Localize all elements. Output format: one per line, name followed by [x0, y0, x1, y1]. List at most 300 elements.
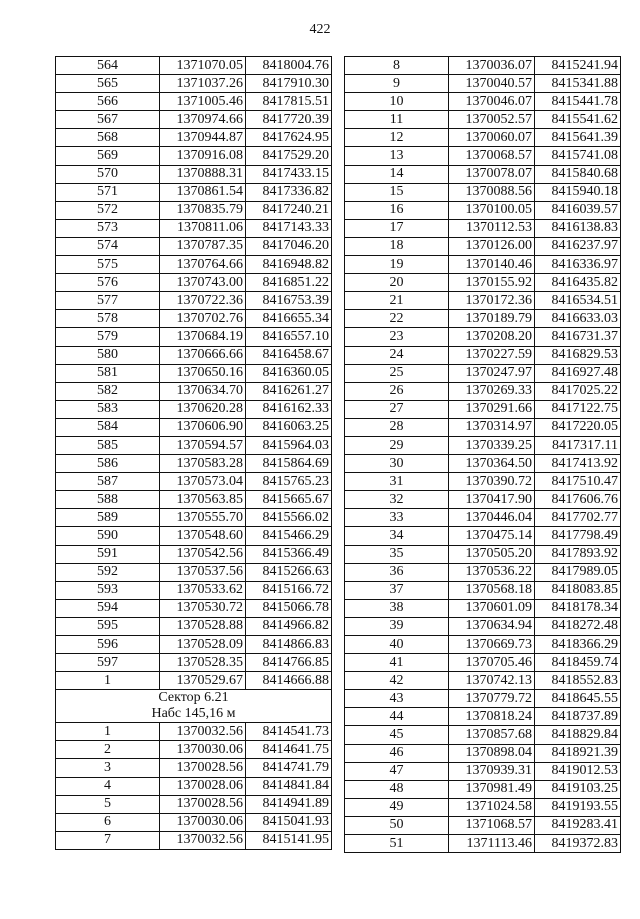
- table-row: [56, 436, 332, 454]
- table-row: [56, 741, 332, 759]
- table-row: [345, 762, 621, 780]
- x-coordinate-cell: 1370068.57: [449, 147, 535, 165]
- y-coordinate-cell: 8416162.33: [246, 400, 332, 418]
- table-row: [56, 636, 332, 654]
- table-row: [56, 400, 332, 418]
- x-coordinate-cell: 1370100.05: [449, 201, 535, 219]
- sector-row: [56, 690, 332, 723]
- y-coordinate-cell: 8417433.15: [246, 165, 332, 183]
- x-coordinate-cell: 1371005.46: [160, 93, 246, 111]
- point-number-cell: 1: [56, 723, 160, 741]
- table-row: [56, 563, 332, 581]
- table-row: [345, 328, 621, 346]
- table-row: [345, 147, 621, 165]
- x-coordinate-cell: 1370032.56: [160, 831, 246, 849]
- point-number-cell: 19: [345, 256, 449, 274]
- table-row: [345, 436, 621, 454]
- x-coordinate-cell: 1370155.92: [449, 274, 535, 292]
- x-coordinate-cell: 1370981.49: [449, 780, 535, 798]
- y-coordinate-cell: 8416138.83: [535, 219, 621, 237]
- x-coordinate-cell: 1370189.79: [449, 310, 535, 328]
- y-coordinate-cell: 8414641.75: [246, 741, 332, 759]
- x-coordinate-cell: 1370046.07: [449, 93, 535, 111]
- y-coordinate-cell: 8415041.93: [246, 813, 332, 831]
- y-coordinate-cell: 8415964.03: [246, 436, 332, 454]
- y-coordinate-cell: 8415366.49: [246, 545, 332, 563]
- table-row: [56, 599, 332, 617]
- table-row: [345, 780, 621, 798]
- table-row: [56, 274, 332, 292]
- table-row: [345, 816, 621, 834]
- y-coordinate-cell: 8415266.63: [246, 563, 332, 581]
- point-number-cell: 597: [56, 654, 160, 672]
- x-coordinate-cell: 1370533.62: [160, 581, 246, 599]
- y-coordinate-cell: 8418737.89: [535, 708, 621, 726]
- table-row: [56, 93, 332, 111]
- x-coordinate-cell: 1371037.26: [160, 75, 246, 93]
- coordinates-table-right: [344, 56, 621, 853]
- y-coordinate-cell: 8415840.68: [535, 165, 621, 183]
- y-coordinate-cell: 8415466.29: [246, 527, 332, 545]
- point-number-cell: 592: [56, 563, 160, 581]
- x-coordinate-cell: 1370227.59: [449, 346, 535, 364]
- x-coordinate-cell: 1370530.72: [160, 599, 246, 617]
- y-coordinate-cell: 8417122.75: [535, 400, 621, 418]
- table-row: [345, 708, 621, 726]
- x-coordinate-cell: 1370052.57: [449, 111, 535, 129]
- point-number-cell: 584: [56, 418, 160, 436]
- x-coordinate-cell: 1370650.16: [160, 364, 246, 382]
- x-coordinate-cell: 1370078.07: [449, 165, 535, 183]
- x-coordinate-cell: 1370208.20: [449, 328, 535, 346]
- x-coordinate-cell: 1370684.19: [160, 328, 246, 346]
- x-coordinate-cell: 1370818.24: [449, 708, 535, 726]
- table-row: [345, 798, 621, 816]
- y-coordinate-cell: 8416557.10: [246, 328, 332, 346]
- y-coordinate-cell: 8415066.78: [246, 599, 332, 617]
- point-number-cell: 18: [345, 237, 449, 255]
- point-number-cell: 23: [345, 328, 449, 346]
- point-number-cell: 11: [345, 111, 449, 129]
- x-coordinate-cell: 1370634.94: [449, 617, 535, 635]
- point-number-cell: 580: [56, 346, 160, 364]
- point-number-cell: 37: [345, 581, 449, 599]
- x-coordinate-cell: 1371068.57: [449, 816, 535, 834]
- x-coordinate-cell: 1370620.28: [160, 400, 246, 418]
- table-row: [345, 617, 621, 635]
- point-number-cell: 574: [56, 237, 160, 255]
- y-coordinate-cell: 8418921.39: [535, 744, 621, 762]
- x-coordinate-cell: 1370548.60: [160, 527, 246, 545]
- x-coordinate-cell: 1370583.28: [160, 455, 246, 473]
- x-coordinate-cell: 1370112.53: [449, 219, 535, 237]
- point-number-cell: 20: [345, 274, 449, 292]
- y-coordinate-cell: 8415641.39: [535, 129, 621, 147]
- y-coordinate-cell: 8417413.92: [535, 455, 621, 473]
- point-number-cell: 43: [345, 690, 449, 708]
- point-number-cell: 9: [345, 75, 449, 93]
- table-row: [345, 563, 621, 581]
- y-coordinate-cell: 8418552.83: [535, 672, 621, 690]
- table-row: [345, 75, 621, 93]
- table-row: [345, 654, 621, 672]
- y-coordinate-cell: 8416851.22: [246, 274, 332, 292]
- table-row: [56, 795, 332, 813]
- point-number-cell: 3: [56, 759, 160, 777]
- point-number-cell: 44: [345, 708, 449, 726]
- x-coordinate-cell: 1370601.09: [449, 599, 535, 617]
- x-coordinate-cell: 1370939.31: [449, 762, 535, 780]
- x-coordinate-cell: 1370944.87: [160, 129, 246, 147]
- y-coordinate-cell: 8416927.48: [535, 364, 621, 382]
- point-number-cell: 594: [56, 599, 160, 617]
- y-coordinate-cell: 8415141.95: [246, 831, 332, 849]
- point-number-cell: 49: [345, 798, 449, 816]
- point-number-cell: 46: [345, 744, 449, 762]
- x-coordinate-cell: 1370528.09: [160, 636, 246, 654]
- point-number-cell: 36: [345, 563, 449, 581]
- y-coordinate-cell: 8415541.62: [535, 111, 621, 129]
- y-coordinate-cell: 8416534.51: [535, 292, 621, 310]
- y-coordinate-cell: 8416633.03: [535, 310, 621, 328]
- x-coordinate-cell: 1370857.68: [449, 726, 535, 744]
- x-coordinate-cell: 1370743.00: [160, 274, 246, 292]
- y-coordinate-cell: 8416360.05: [246, 364, 332, 382]
- y-coordinate-cell: 8415940.18: [535, 183, 621, 201]
- table-row: [345, 346, 621, 364]
- y-coordinate-cell: 8417702.77: [535, 509, 621, 527]
- y-coordinate-cell: 8417336.82: [246, 183, 332, 201]
- y-coordinate-cell: 8415166.72: [246, 581, 332, 599]
- x-coordinate-cell: 1370088.56: [449, 183, 535, 201]
- x-coordinate-cell: 1370916.08: [160, 147, 246, 165]
- table-row: [345, 219, 621, 237]
- point-number-cell: 16: [345, 201, 449, 219]
- point-number-cell: 6: [56, 813, 160, 831]
- y-coordinate-cell: 8415441.78: [535, 93, 621, 111]
- x-coordinate-cell: 1370888.31: [160, 165, 246, 183]
- table-row: [345, 237, 621, 255]
- x-coordinate-cell: 1370028.06: [160, 777, 246, 795]
- point-number-cell: 581: [56, 364, 160, 382]
- point-number-cell: 30: [345, 455, 449, 473]
- page-number: 422: [309, 22, 331, 37]
- table-row: [345, 382, 621, 400]
- x-coordinate-cell: 1370702.76: [160, 310, 246, 328]
- y-coordinate-cell: 8416435.82: [535, 274, 621, 292]
- point-number-cell: 1: [56, 672, 160, 690]
- point-number-cell: 572: [56, 201, 160, 219]
- x-coordinate-cell: 1370172.36: [449, 292, 535, 310]
- table-row: [345, 599, 621, 617]
- table-row: [56, 581, 332, 599]
- point-number-cell: 589: [56, 509, 160, 527]
- x-coordinate-cell: 1370722.36: [160, 292, 246, 310]
- sector-header: [56, 690, 332, 723]
- point-number-cell: 565: [56, 75, 160, 93]
- y-coordinate-cell: 8416458.67: [246, 346, 332, 364]
- point-number-cell: 593: [56, 581, 160, 599]
- y-coordinate-cell: 8416039.57: [535, 201, 621, 219]
- table-row: [345, 491, 621, 509]
- table-row: [345, 509, 621, 527]
- y-coordinate-cell: 8418004.76: [246, 57, 332, 75]
- point-number-cell: 591: [56, 545, 160, 563]
- table-row: [345, 726, 621, 744]
- point-number-cell: 21: [345, 292, 449, 310]
- y-coordinate-cell: 8415665.67: [246, 491, 332, 509]
- table-row: [56, 165, 332, 183]
- table-row: [345, 744, 621, 762]
- sector-name: Сектор 6.21: [158, 690, 229, 706]
- table-row: [56, 147, 332, 165]
- point-number-cell: 26: [345, 382, 449, 400]
- x-coordinate-cell: 1370417.90: [449, 491, 535, 509]
- x-coordinate-cell: 1370536.22: [449, 563, 535, 581]
- point-number-cell: 587: [56, 473, 160, 491]
- y-coordinate-cell: 8418459.74: [535, 654, 621, 672]
- point-number-cell: 42: [345, 672, 449, 690]
- table-row: [56, 57, 332, 75]
- table-row: [56, 292, 332, 310]
- point-number-cell: 25: [345, 364, 449, 382]
- table-row: [56, 723, 332, 741]
- y-coordinate-cell: 8419012.53: [535, 762, 621, 780]
- table-row: [345, 57, 621, 75]
- point-number-cell: 586: [56, 455, 160, 473]
- x-coordinate-cell: 1370528.35: [160, 654, 246, 672]
- point-number-cell: 576: [56, 274, 160, 292]
- table-row: [345, 183, 621, 201]
- table-row: [56, 617, 332, 635]
- point-number-cell: 573: [56, 219, 160, 237]
- x-coordinate-cell: 1370811.06: [160, 219, 246, 237]
- y-coordinate-cell: 8416731.37: [535, 328, 621, 346]
- y-coordinate-cell: 8417529.20: [246, 147, 332, 165]
- y-coordinate-cell: 8417720.39: [246, 111, 332, 129]
- x-coordinate-cell: 1370764.66: [160, 256, 246, 274]
- table-row: [56, 777, 332, 795]
- y-coordinate-cell: 8418178.34: [535, 599, 621, 617]
- point-number-cell: 13: [345, 147, 449, 165]
- point-number-cell: 27: [345, 400, 449, 418]
- point-number-cell: 24: [345, 346, 449, 364]
- point-number-cell: 38: [345, 599, 449, 617]
- y-coordinate-cell: 8414966.82: [246, 617, 332, 635]
- y-coordinate-cell: 8419372.83: [535, 835, 621, 853]
- table-row: [345, 690, 621, 708]
- coordinates-table-left: [55, 56, 332, 850]
- x-coordinate-cell: 1370028.56: [160, 795, 246, 813]
- point-number-cell: 2: [56, 741, 160, 759]
- point-number-cell: 570: [56, 165, 160, 183]
- y-coordinate-cell: 8418829.84: [535, 726, 621, 744]
- y-coordinate-cell: 8414666.88: [246, 672, 332, 690]
- point-number-cell: 12: [345, 129, 449, 147]
- point-number-cell: 566: [56, 93, 160, 111]
- table-row: [56, 813, 332, 831]
- y-coordinate-cell: 8414741.79: [246, 759, 332, 777]
- y-coordinate-cell: 8417046.20: [246, 237, 332, 255]
- point-number-cell: 34: [345, 527, 449, 545]
- point-number-cell: 4: [56, 777, 160, 795]
- table-row: [56, 256, 332, 274]
- point-number-cell: 569: [56, 147, 160, 165]
- table-row: [56, 328, 332, 346]
- x-coordinate-cell: 1371024.58: [449, 798, 535, 816]
- table-row: [345, 111, 621, 129]
- table-row: [56, 545, 332, 563]
- x-coordinate-cell: 1370898.04: [449, 744, 535, 762]
- point-number-cell: 31: [345, 473, 449, 491]
- table-row: [56, 346, 332, 364]
- y-coordinate-cell: 8416237.97: [535, 237, 621, 255]
- point-number-cell: 48: [345, 780, 449, 798]
- point-number-cell: 595: [56, 617, 160, 635]
- x-coordinate-cell: 1370036.07: [449, 57, 535, 75]
- point-number-cell: 17: [345, 219, 449, 237]
- x-coordinate-cell: 1370974.66: [160, 111, 246, 129]
- y-coordinate-cell: 8419103.25: [535, 780, 621, 798]
- y-coordinate-cell: 8414941.89: [246, 795, 332, 813]
- table-row: [345, 129, 621, 147]
- y-coordinate-cell: 8418645.55: [535, 690, 621, 708]
- x-coordinate-cell: 1370028.56: [160, 759, 246, 777]
- table-row: [56, 831, 332, 849]
- point-number-cell: 14: [345, 165, 449, 183]
- table-row: [56, 491, 332, 509]
- point-number-cell: 7: [56, 831, 160, 849]
- table-row: [56, 111, 332, 129]
- y-coordinate-cell: 8417317.11: [535, 436, 621, 454]
- y-coordinate-cell: 8419283.41: [535, 816, 621, 834]
- y-coordinate-cell: 8417143.33: [246, 219, 332, 237]
- point-number-cell: 33: [345, 509, 449, 527]
- point-number-cell: 39: [345, 617, 449, 635]
- y-coordinate-cell: 8417815.51: [246, 93, 332, 111]
- point-number-cell: 5: [56, 795, 160, 813]
- point-number-cell: 596: [56, 636, 160, 654]
- y-coordinate-cell: 8417240.21: [246, 201, 332, 219]
- x-coordinate-cell: 1370060.07: [449, 129, 535, 147]
- table-row: [56, 75, 332, 93]
- right-table-body: [345, 57, 621, 853]
- point-number-cell: 45: [345, 726, 449, 744]
- left-table-body-a: [56, 57, 332, 690]
- x-coordinate-cell: 1370542.56: [160, 545, 246, 563]
- y-coordinate-cell: 8416948.82: [246, 256, 332, 274]
- table-row: [56, 201, 332, 219]
- point-number-cell: 47: [345, 762, 449, 780]
- y-coordinate-cell: 8415864.69: [246, 455, 332, 473]
- x-coordinate-cell: 1370269.33: [449, 382, 535, 400]
- y-coordinate-cell: 8417893.92: [535, 545, 621, 563]
- table-row: [56, 418, 332, 436]
- table-row: [56, 364, 332, 382]
- table-row: [56, 527, 332, 545]
- table-row: [345, 545, 621, 563]
- table-row: [56, 473, 332, 491]
- table-row: [56, 455, 332, 473]
- x-coordinate-cell: 1371070.05: [160, 57, 246, 75]
- x-coordinate-cell: 1370529.67: [160, 672, 246, 690]
- y-coordinate-cell: 8417606.76: [535, 491, 621, 509]
- point-number-cell: 51: [345, 835, 449, 853]
- y-coordinate-cell: 8416261.27: [246, 382, 332, 400]
- x-coordinate-cell: 1370140.46: [449, 256, 535, 274]
- y-coordinate-cell: 8415765.23: [246, 473, 332, 491]
- table-row: [56, 509, 332, 527]
- y-coordinate-cell: 8416063.25: [246, 418, 332, 436]
- x-coordinate-cell: 1371113.46: [449, 835, 535, 853]
- table-row: [345, 256, 621, 274]
- table-row: [345, 418, 621, 436]
- point-number-cell: 578: [56, 310, 160, 328]
- table-row: [56, 382, 332, 400]
- table-row: [345, 201, 621, 219]
- x-coordinate-cell: 1370247.97: [449, 364, 535, 382]
- y-coordinate-cell: 8418083.85: [535, 581, 621, 599]
- point-number-cell: 568: [56, 129, 160, 147]
- point-number-cell: 583: [56, 400, 160, 418]
- y-coordinate-cell: 8417624.95: [246, 129, 332, 147]
- table-row: [56, 759, 332, 777]
- table-row: [345, 455, 621, 473]
- y-coordinate-cell: 8415341.88: [535, 75, 621, 93]
- table-row: [345, 292, 621, 310]
- point-number-cell: 40: [345, 636, 449, 654]
- y-coordinate-cell: 8417220.05: [535, 418, 621, 436]
- x-coordinate-cell: 1370742.13: [449, 672, 535, 690]
- x-coordinate-cell: 1370314.97: [449, 418, 535, 436]
- x-coordinate-cell: 1370861.54: [160, 183, 246, 201]
- x-coordinate-cell: 1370705.46: [449, 654, 535, 672]
- table-row: [56, 237, 332, 255]
- y-coordinate-cell: 8415741.08: [535, 147, 621, 165]
- table-row: [345, 364, 621, 382]
- y-coordinate-cell: 8417510.47: [535, 473, 621, 491]
- table-row: [345, 581, 621, 599]
- x-coordinate-cell: 1370555.70: [160, 509, 246, 527]
- y-coordinate-cell: 8418366.29: [535, 636, 621, 654]
- table-row: [345, 835, 621, 853]
- x-coordinate-cell: 1370568.18: [449, 581, 535, 599]
- x-coordinate-cell: 1370779.72: [449, 690, 535, 708]
- y-coordinate-cell: 8417910.30: [246, 75, 332, 93]
- x-coordinate-cell: 1370032.56: [160, 723, 246, 741]
- sector-cell: [56, 690, 332, 723]
- x-coordinate-cell: 1370390.72: [449, 473, 535, 491]
- point-number-cell: 10: [345, 93, 449, 111]
- x-coordinate-cell: 1370126.00: [449, 237, 535, 255]
- x-coordinate-cell: 1370291.66: [449, 400, 535, 418]
- left-table-body-b: [56, 723, 332, 850]
- point-number-cell: 41: [345, 654, 449, 672]
- x-coordinate-cell: 1370669.73: [449, 636, 535, 654]
- y-coordinate-cell: 8414541.73: [246, 723, 332, 741]
- y-coordinate-cell: 8414766.85: [246, 654, 332, 672]
- point-number-cell: 50: [345, 816, 449, 834]
- x-coordinate-cell: 1370528.88: [160, 617, 246, 635]
- y-coordinate-cell: 8414841.84: [246, 777, 332, 795]
- point-number-cell: 585: [56, 436, 160, 454]
- point-number-cell: 588: [56, 491, 160, 509]
- table-row: [345, 274, 621, 292]
- y-coordinate-cell: 8415241.94: [535, 57, 621, 75]
- table-row: [345, 93, 621, 111]
- table-row: [56, 183, 332, 201]
- y-coordinate-cell: 8416655.34: [246, 310, 332, 328]
